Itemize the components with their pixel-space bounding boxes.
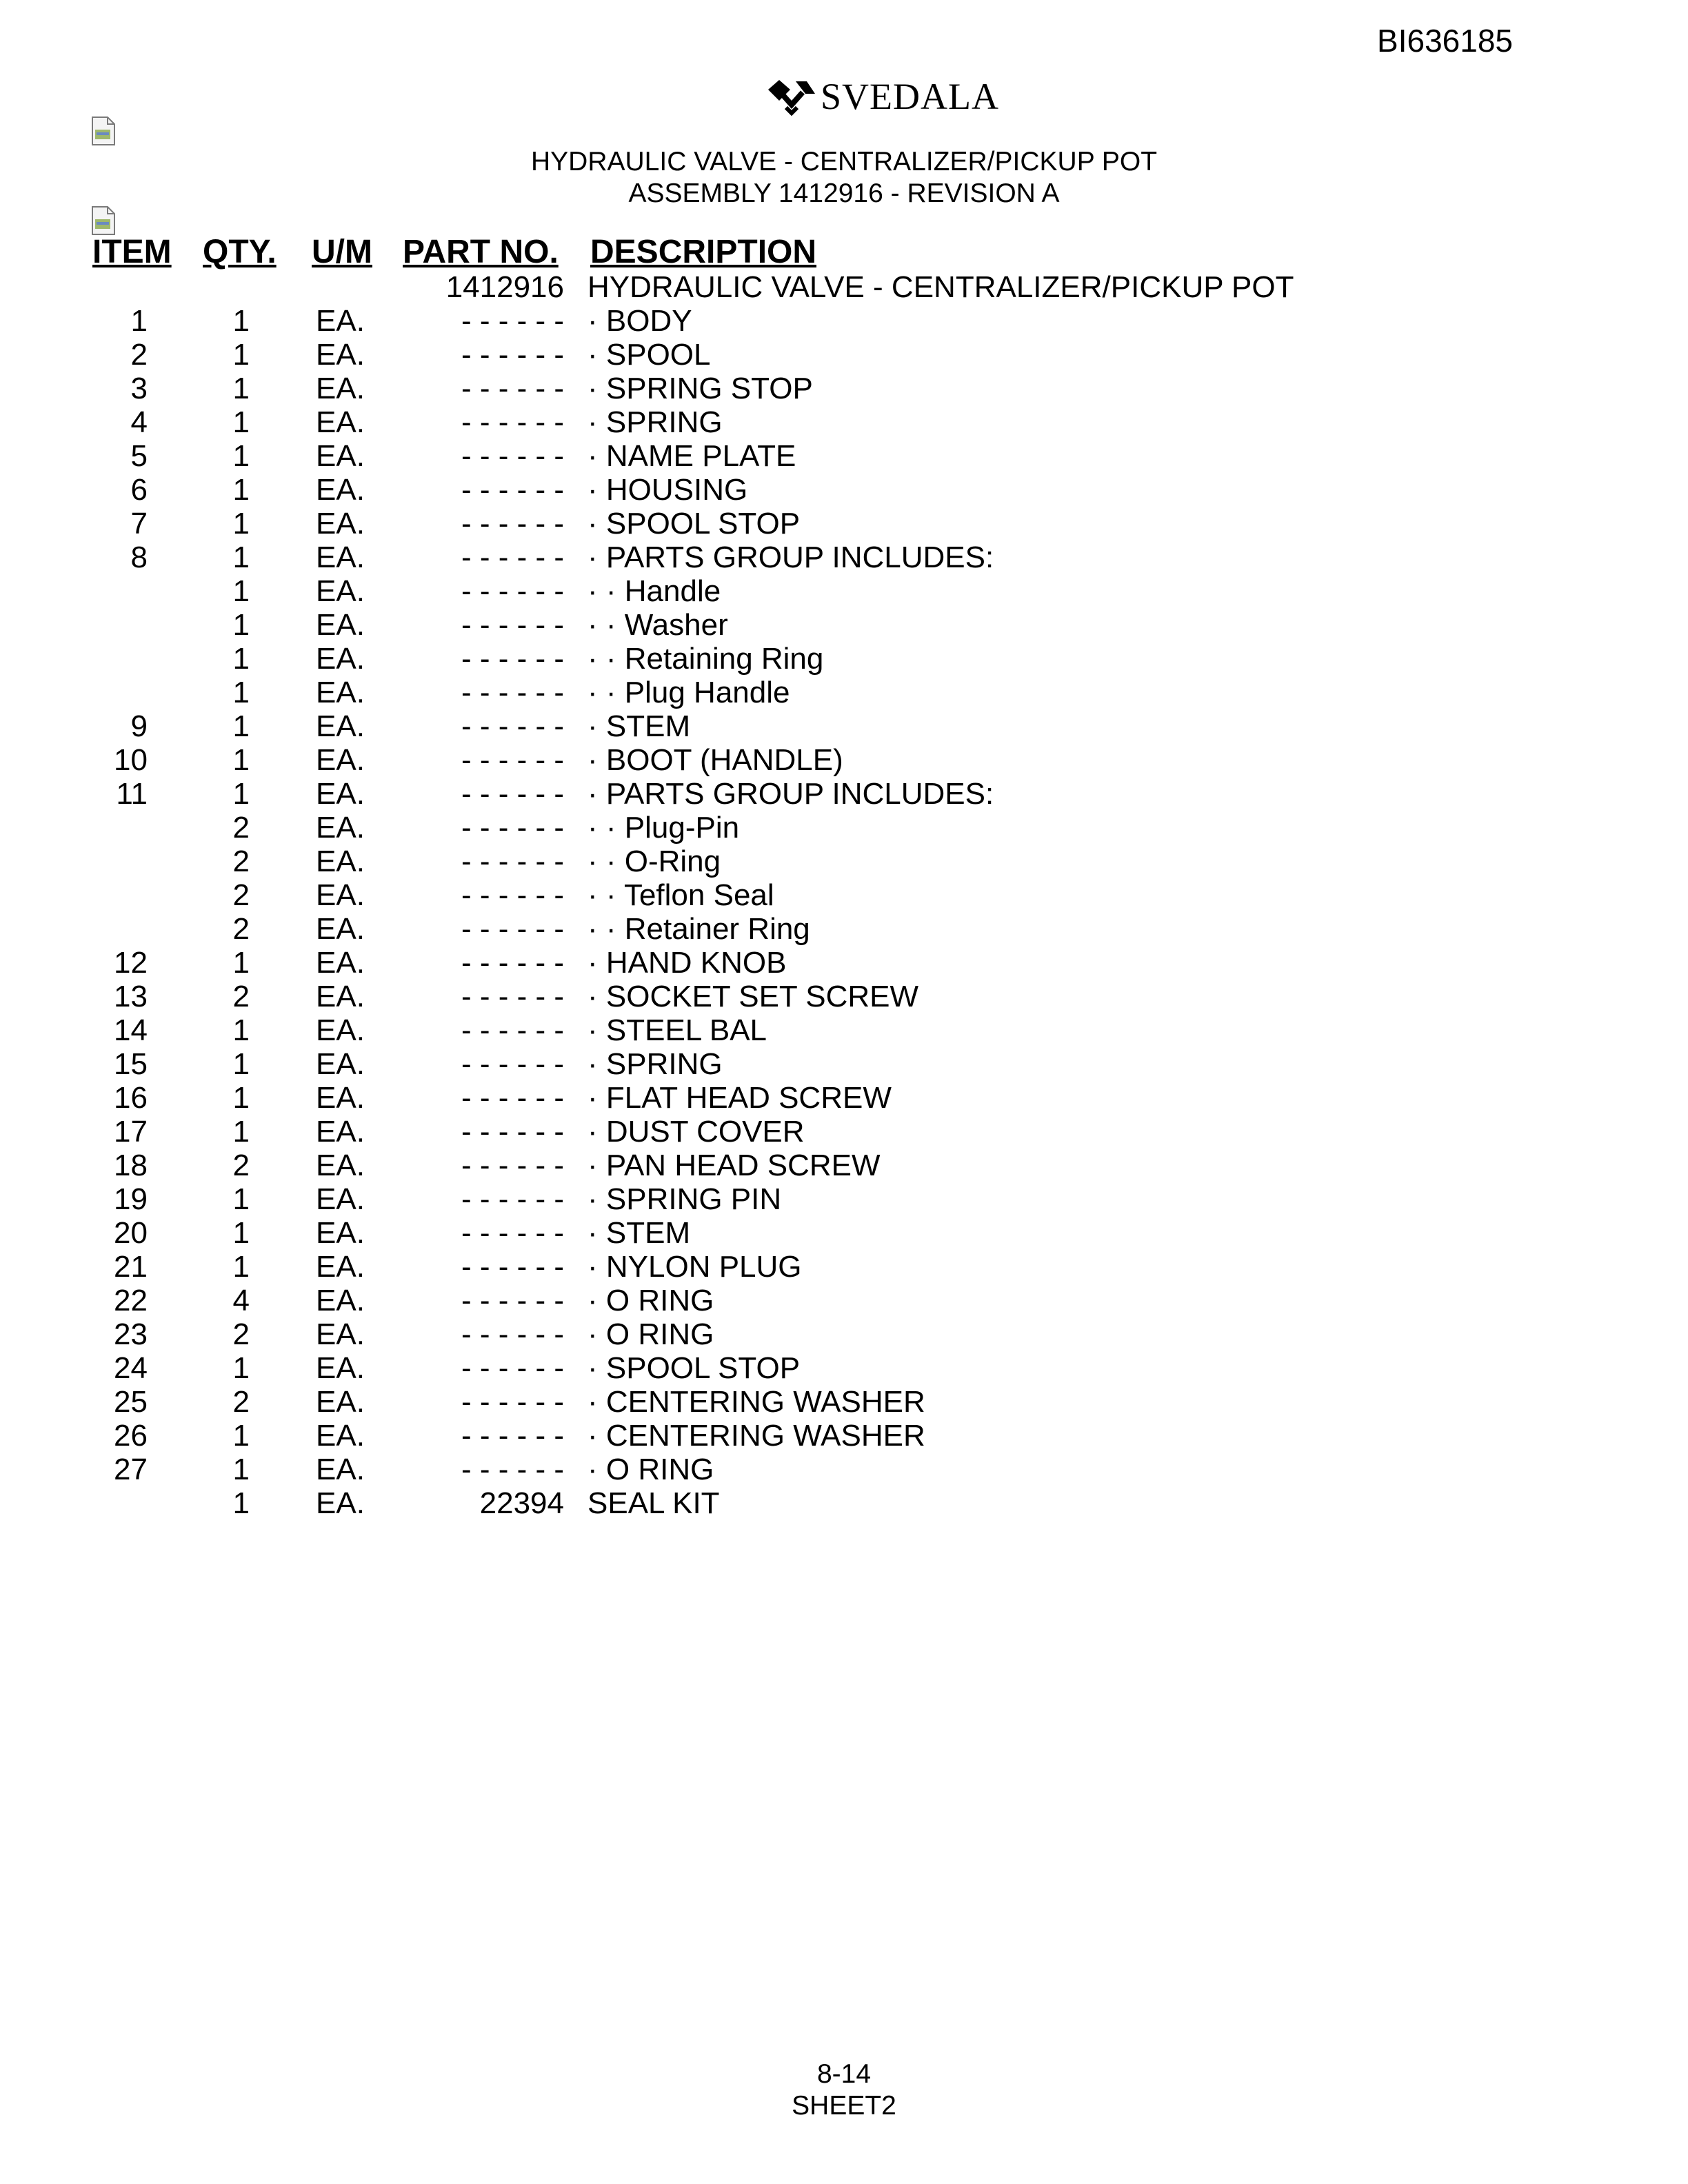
part-number: - - - - - - <box>461 338 564 372</box>
quantity: 2 <box>232 811 250 845</box>
quantity: 2 <box>232 912 250 946</box>
item-number: 14 <box>114 1013 148 1047</box>
quantity: 1 <box>232 1013 250 1047</box>
quantity: 1 <box>232 1216 250 1250</box>
title-line-1: HYDRAULIC VALVE - CENTRALIZER/PICKUP POT <box>530 147 1158 176</box>
part-number: - - - - - - <box>461 1081 564 1115</box>
quantity: 1 <box>232 1453 250 1486</box>
quantity: 1 <box>232 338 250 372</box>
quantity: 1 <box>232 608 250 642</box>
unit-of-measure: EA. <box>316 912 365 946</box>
unit-of-measure: EA. <box>316 338 365 372</box>
quantity: 1 <box>232 507 250 540</box>
part-number: - - - - - - <box>461 980 564 1013</box>
quantity: 2 <box>232 1317 250 1351</box>
unit-of-measure: EA. <box>316 439 365 473</box>
table-row <box>0 540 1688 574</box>
part-number: - - - - - - <box>461 1013 564 1047</box>
unit-of-measure: EA. <box>316 304 365 338</box>
part-number: - - - - - - <box>461 1149 564 1182</box>
quantity: 2 <box>232 845 250 878</box>
item-number: 4 <box>130 405 148 439</box>
part-number: - - - - - - <box>461 777 564 811</box>
unit-of-measure: EA. <box>316 980 365 1013</box>
item-number: 27 <box>114 1453 148 1486</box>
unit-of-measure: EA. <box>316 1047 365 1081</box>
description: · BODY <box>587 304 692 338</box>
unit-of-measure: EA. <box>316 1486 365 1520</box>
part-number: - - - - - - <box>461 811 564 845</box>
table-row <box>0 676 1688 709</box>
file-icon <box>90 116 117 146</box>
description: · · Retaining Ring <box>587 642 824 676</box>
table-row <box>0 1047 1688 1081</box>
table-row <box>0 946 1688 980</box>
table-row <box>0 304 1688 338</box>
item-number: 23 <box>114 1317 148 1351</box>
quantity: 1 <box>232 676 250 709</box>
table-row <box>0 1013 1688 1047</box>
quantity: 1 <box>232 439 250 473</box>
item-number: 8 <box>130 540 148 574</box>
item-number: 13 <box>114 980 148 1013</box>
unit-of-measure: EA. <box>316 676 365 709</box>
file-icon <box>90 205 117 236</box>
column-header-part-no: PART NO. <box>403 234 559 270</box>
description: SEAL KIT <box>587 1486 720 1520</box>
unit-of-measure: EA. <box>316 811 365 845</box>
column-header-qty: QTY. <box>203 234 277 270</box>
part-number: - - - - - - <box>461 743 564 777</box>
table-row <box>0 1385 1688 1419</box>
quantity: 1 <box>232 1047 250 1081</box>
item-number: 22 <box>114 1284 148 1317</box>
part-number: - - - - - - <box>461 1182 564 1216</box>
unit-of-measure: EA. <box>316 1385 365 1419</box>
part-number: - - - - - - <box>461 1284 564 1317</box>
part-number: - - - - - - <box>461 1453 564 1486</box>
description: · CENTERING WASHER <box>587 1385 925 1419</box>
item-number: 20 <box>114 1216 148 1250</box>
table-row <box>0 1081 1688 1115</box>
unit-of-measure: EA. <box>316 1013 365 1047</box>
description: · · Plug Handle <box>587 676 790 709</box>
table-row <box>0 473 1688 507</box>
unit-of-measure: EA. <box>316 372 365 405</box>
item-number: 9 <box>130 709 148 743</box>
part-number: - - - - - - <box>461 608 564 642</box>
description: · SOCKET SET SCREW <box>587 980 919 1013</box>
description: · CENTERING WASHER <box>587 1419 925 1453</box>
description: · HAND KNOB <box>587 946 787 980</box>
unit-of-measure: EA. <box>316 574 365 608</box>
part-number: - - - - - - <box>461 1351 564 1385</box>
description: · SPOOL STOP <box>587 1351 801 1385</box>
table-row <box>0 642 1688 676</box>
item-number: 7 <box>130 507 148 540</box>
quantity: 1 <box>232 1419 250 1453</box>
quantity: 4 <box>232 1284 250 1317</box>
part-number: - - - - - - <box>461 405 564 439</box>
quantity: 1 <box>232 709 250 743</box>
unit-of-measure: EA. <box>316 743 365 777</box>
unit-of-measure: EA. <box>316 405 365 439</box>
description: · FLAT HEAD SCREW <box>587 1081 892 1115</box>
column-header-um: U/M <box>312 234 372 270</box>
unit-of-measure: EA. <box>316 878 365 912</box>
quantity: 1 <box>232 946 250 980</box>
description: · SPOOL STOP <box>587 507 801 540</box>
description: · PAN HEAD SCREW <box>587 1149 881 1182</box>
description: · · Teflon Seal <box>587 878 774 912</box>
item-number: 1 <box>130 304 148 338</box>
part-number: - - - - - - <box>461 1385 564 1419</box>
part-number: - - - - - - <box>461 912 564 946</box>
item-number: 17 <box>114 1115 148 1149</box>
item-number: 24 <box>114 1351 148 1385</box>
table-row <box>0 811 1688 845</box>
table-row <box>0 1351 1688 1385</box>
part-number: - - - - - - <box>461 540 564 574</box>
unit-of-measure: EA. <box>316 507 365 540</box>
table-row <box>0 1284 1688 1317</box>
quantity: 1 <box>232 777 250 811</box>
quantity: 1 <box>232 743 250 777</box>
item-number: 10 <box>114 743 148 777</box>
unit-of-measure: EA. <box>316 1453 365 1486</box>
unit-of-measure: EA. <box>316 1317 365 1351</box>
unit-of-measure: EA. <box>316 1284 365 1317</box>
quantity: 1 <box>232 1250 250 1284</box>
unit-of-measure: EA. <box>316 540 365 574</box>
item-number: 21 <box>114 1250 148 1284</box>
table-row <box>0 439 1688 473</box>
description: · · Retainer Ring <box>587 912 810 946</box>
description: · STEM <box>587 1216 691 1250</box>
part-number: - - - - - - <box>461 1317 564 1351</box>
part-number: - - - - - - <box>461 372 564 405</box>
table-row <box>0 1250 1688 1284</box>
part-number: - - - - - - <box>461 439 564 473</box>
table-row <box>0 270 1688 304</box>
item-number: 18 <box>114 1149 148 1182</box>
title-line-2: ASSEMBLY 1412916 - REVISION A <box>628 179 1060 208</box>
column-header-item: ITEM <box>92 234 172 270</box>
unit-of-measure: EA. <box>316 1081 365 1115</box>
part-number: - - - - - - <box>461 642 564 676</box>
unit-of-measure: EA. <box>316 1419 365 1453</box>
table-row <box>0 1216 1688 1250</box>
item-number: 25 <box>114 1385 148 1419</box>
part-number: - - - - - - <box>461 1419 564 1453</box>
unit-of-measure: EA. <box>316 709 365 743</box>
part-number: - - - - - - <box>461 1250 564 1284</box>
item-number: 12 <box>114 946 148 980</box>
table-row <box>0 574 1688 608</box>
unit-of-measure: EA. <box>316 946 365 980</box>
description: · · Plug-Pin <box>587 811 740 845</box>
description: · SPRING <box>587 405 723 439</box>
description: · O RING <box>587 1284 714 1317</box>
quantity: 1 <box>232 1182 250 1216</box>
description: · NYLON PLUG <box>587 1250 802 1284</box>
svedala-logo-icon <box>765 77 818 116</box>
quantity: 2 <box>232 878 250 912</box>
table-row <box>0 1115 1688 1149</box>
item-number: 2 <box>130 338 148 372</box>
table-row <box>0 1419 1688 1453</box>
table-row <box>0 1486 1688 1520</box>
description: · SPRING STOP <box>587 372 813 405</box>
item-number: 3 <box>130 372 148 405</box>
part-number: - - - - - - <box>461 1216 564 1250</box>
item-number: 15 <box>114 1047 148 1081</box>
quantity: 2 <box>232 1149 250 1182</box>
unit-of-measure: EA. <box>316 845 365 878</box>
part-number: - - - - - - <box>461 845 564 878</box>
quantity: 1 <box>232 1081 250 1115</box>
table-row <box>0 372 1688 405</box>
parts-table <box>0 270 1688 1520</box>
table-row <box>0 878 1688 912</box>
table-row <box>0 743 1688 777</box>
quantity: 1 <box>232 473 250 507</box>
description: · STEEL BAL <box>587 1013 767 1047</box>
unit-of-measure: EA. <box>316 642 365 676</box>
quantity: 1 <box>232 540 250 574</box>
quantity: 2 <box>232 1385 250 1419</box>
logo-text: SVEDALA <box>821 76 999 117</box>
table-row <box>0 1317 1688 1351</box>
part-number: - - - - - - <box>461 676 564 709</box>
part-number: - - - - - - <box>461 473 564 507</box>
page-number: 8-14 <box>816 2059 872 2089</box>
part-number: - - - - - - <box>461 878 564 912</box>
item-number: 19 <box>114 1182 148 1216</box>
table-row <box>0 507 1688 540</box>
table-row <box>0 912 1688 946</box>
item-number: 6 <box>130 473 148 507</box>
item-number: 16 <box>114 1081 148 1115</box>
unit-of-measure: EA. <box>316 1115 365 1149</box>
part-number: - - - - - - <box>461 1047 564 1081</box>
description: · · Handle <box>587 574 721 608</box>
part-number: - - - - - - <box>461 574 564 608</box>
quantity: 1 <box>232 1486 250 1520</box>
table-row <box>0 338 1688 372</box>
quantity: 1 <box>232 405 250 439</box>
item-number: 5 <box>130 439 148 473</box>
description: · · Washer <box>587 608 728 642</box>
page-footer <box>0 2059 1688 2122</box>
table-row <box>0 1182 1688 1216</box>
document-id: BI636185 <box>1377 23 1513 59</box>
description: · SPRING PIN <box>587 1182 782 1216</box>
quantity: 1 <box>232 1115 250 1149</box>
description: · SPOOL <box>587 338 711 372</box>
table-row <box>0 980 1688 1013</box>
unit-of-measure: EA. <box>316 1216 365 1250</box>
table-row <box>0 1149 1688 1182</box>
part-number: - - - - - - <box>461 304 564 338</box>
quantity: 1 <box>232 574 250 608</box>
description: · SPRING <box>587 1047 723 1081</box>
unit-of-measure: EA. <box>316 1351 365 1385</box>
part-number: 22394 <box>479 1486 564 1520</box>
table-row <box>0 405 1688 439</box>
description: · HOUSING <box>587 473 748 507</box>
table-row <box>0 1453 1688 1486</box>
table-row <box>0 608 1688 642</box>
part-number: 1412916 <box>445 270 564 304</box>
description: · O RING <box>587 1453 714 1486</box>
unit-of-measure: EA. <box>316 1149 365 1182</box>
quantity: 1 <box>232 372 250 405</box>
part-number: - - - - - - <box>461 709 564 743</box>
item-number: 26 <box>114 1419 148 1453</box>
part-number: - - - - - - <box>461 1115 564 1149</box>
description: · · O-Ring <box>587 845 721 878</box>
description: HYDRAULIC VALVE - CENTRALIZER/PICKUP POT <box>587 270 1294 304</box>
svedala-logo <box>765 76 999 117</box>
table-row <box>0 845 1688 878</box>
unit-of-measure: EA. <box>316 1182 365 1216</box>
description: · NAME PLATE <box>587 439 796 473</box>
description: · STEM <box>587 709 691 743</box>
part-number: - - - - - - <box>461 946 564 980</box>
table-row <box>0 709 1688 743</box>
description: · DUST COVER <box>587 1115 805 1149</box>
description: · PARTS GROUP INCLUDES: <box>587 777 994 811</box>
table-row <box>0 777 1688 811</box>
description: · BOOT (HANDLE) <box>587 743 843 777</box>
document-title <box>0 146 1688 210</box>
unit-of-measure: EA. <box>316 608 365 642</box>
column-header-description: DESCRIPTION <box>590 234 817 270</box>
sheet-label: SHEET2 <box>792 2091 896 2121</box>
quantity: 1 <box>232 642 250 676</box>
description: · O RING <box>587 1317 714 1351</box>
unit-of-measure: EA. <box>316 473 365 507</box>
quantity: 1 <box>232 1351 250 1385</box>
item-number: 11 <box>116 777 148 811</box>
quantity: 2 <box>232 980 250 1013</box>
part-number: - - - - - - <box>461 507 564 540</box>
description: · PARTS GROUP INCLUDES: <box>587 540 994 574</box>
unit-of-measure: EA. <box>316 1250 365 1284</box>
quantity: 1 <box>232 304 250 338</box>
unit-of-measure: EA. <box>316 777 365 811</box>
